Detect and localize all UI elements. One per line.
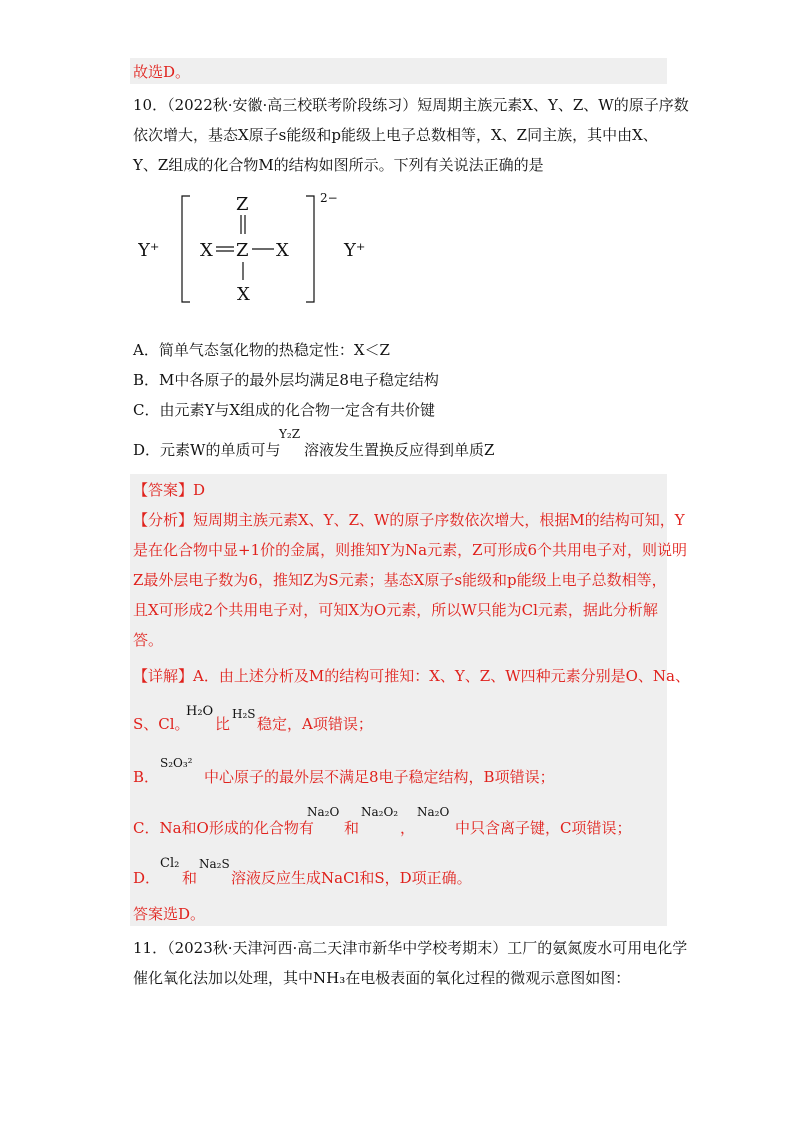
detail-line2-compare: 比 <box>215 715 231 733</box>
formula-na2o-1: Na₂O <box>307 805 340 819</box>
q10-stem-line2: 依次增大，基态X原子s能级和p能级上电子总数相等，X、Z同主族，其中由X、 <box>133 126 658 144</box>
formula-h2s: H₂S <box>232 707 256 721</box>
detail-line2-suffix: 稳定，A项错误； <box>257 715 373 733</box>
detail-c-and: 和 <box>344 819 360 837</box>
previous-answer-end: 故选D。 <box>133 63 191 81</box>
cation-right: Y⁺ <box>344 240 366 261</box>
option-d-prefix: D．元素W的单质可与 <box>133 441 281 459</box>
q11-stem-line2: 催化氧化法加以处理，其中NH₃在电极表面的氧化过程的微观示意图如图： <box>133 969 631 987</box>
detail-line2-prefix: S、Cl。 <box>133 715 190 733</box>
analysis-line4: 且X可形成2个共用电子对，可知X为O元素，所以W只能为Cl元素，据此分析解 <box>133 601 658 619</box>
atom-center: Z <box>236 240 249 261</box>
formula-cl2: Cl₂ <box>160 856 180 871</box>
atom-bottom: X <box>237 284 250 305</box>
detail-b-prefix: B． <box>133 768 160 786</box>
detail-d-suffix: 溶液反应生成NaCl和S，D项正确。 <box>231 869 472 887</box>
q10-stem-line1: 10．（2022秋·安徽·高三校联考阶段练习）短周期主族元素X、Y、Z、W的原子序数 <box>133 96 689 114</box>
atom-right: X <box>276 240 289 261</box>
formula-h2o: H₂O <box>186 704 214 719</box>
detail-line1: 【详解】A．由上述分析及M的结构可推知：X、Y、Z、W四种元素分别是O、Na、 <box>133 667 690 685</box>
atom-left: X <box>200 240 213 261</box>
q11-stem-line1: 11．（2023秋·天津河西·高二天津市新华中学校考期末）工厂的氨氮废水可用电化学 <box>133 939 688 957</box>
compound-m-structure-diagram <box>138 188 398 308</box>
previous-answer-shade <box>130 58 667 84</box>
formula-na2o-2: Na₂O <box>417 805 450 819</box>
cation-left: Y⁺ <box>138 240 160 261</box>
answer-line: 【答案】D <box>133 481 206 499</box>
detail-d-and: 和 <box>182 869 198 887</box>
analysis-line1: 【分析】短周期主族元素X、Y、Z、W的原子序数依次增大，根据M的结构可知，Y <box>133 511 685 529</box>
bracket-right <box>306 196 314 302</box>
anion-charge: 2− <box>320 191 338 205</box>
option-a: A．简单气态氢化物的热稳定性：X＜Z <box>133 341 390 359</box>
bracket-left <box>182 196 190 302</box>
formula-na2o2: Na₂O₂ <box>361 805 399 819</box>
detail-c-prefix: C．Na和O形成的化合物有 <box>133 819 314 837</box>
detail-d-prefix: D． <box>133 869 161 887</box>
detail-c-comma: ， <box>400 819 416 837</box>
formula-na2s: Na₂S <box>199 857 230 871</box>
atom-top: Z <box>236 194 249 215</box>
analysis-line5: 答。 <box>133 631 164 649</box>
final-answer: 答案选D。 <box>133 905 206 923</box>
detail-b-suffix: 中心原子的最外层不满足8电子稳定结构，B项错误； <box>204 768 555 786</box>
q10-stem-line3: Y、Z组成的化合物M的结构如图所示。下列有关说法正确的是 <box>133 156 544 174</box>
analysis-line2: 是在化合物中显+1价的金属，则推知Y为Na元素，Z可形成6个共用电子对，则说明 <box>133 541 688 559</box>
detail-c-suffix: 中只含离子键，C项错误； <box>455 819 632 837</box>
option-d-formula: Y₂Z <box>279 427 301 441</box>
option-d-suffix: 溶液发生置换反应得到单质Z <box>304 441 495 459</box>
analysis-line3: Z最外层电子数为6，推知Z为S元素；基态X原子s能级和p能级上电子总数相等， <box>133 571 667 589</box>
option-b: B．M中各原子的最外层均满足8电子稳定结构 <box>133 371 439 389</box>
formula-s2o3: S₂O₃² <box>160 756 193 770</box>
option-c: C．由元素Y与X组成的化合物一定含有共价键 <box>133 401 436 419</box>
